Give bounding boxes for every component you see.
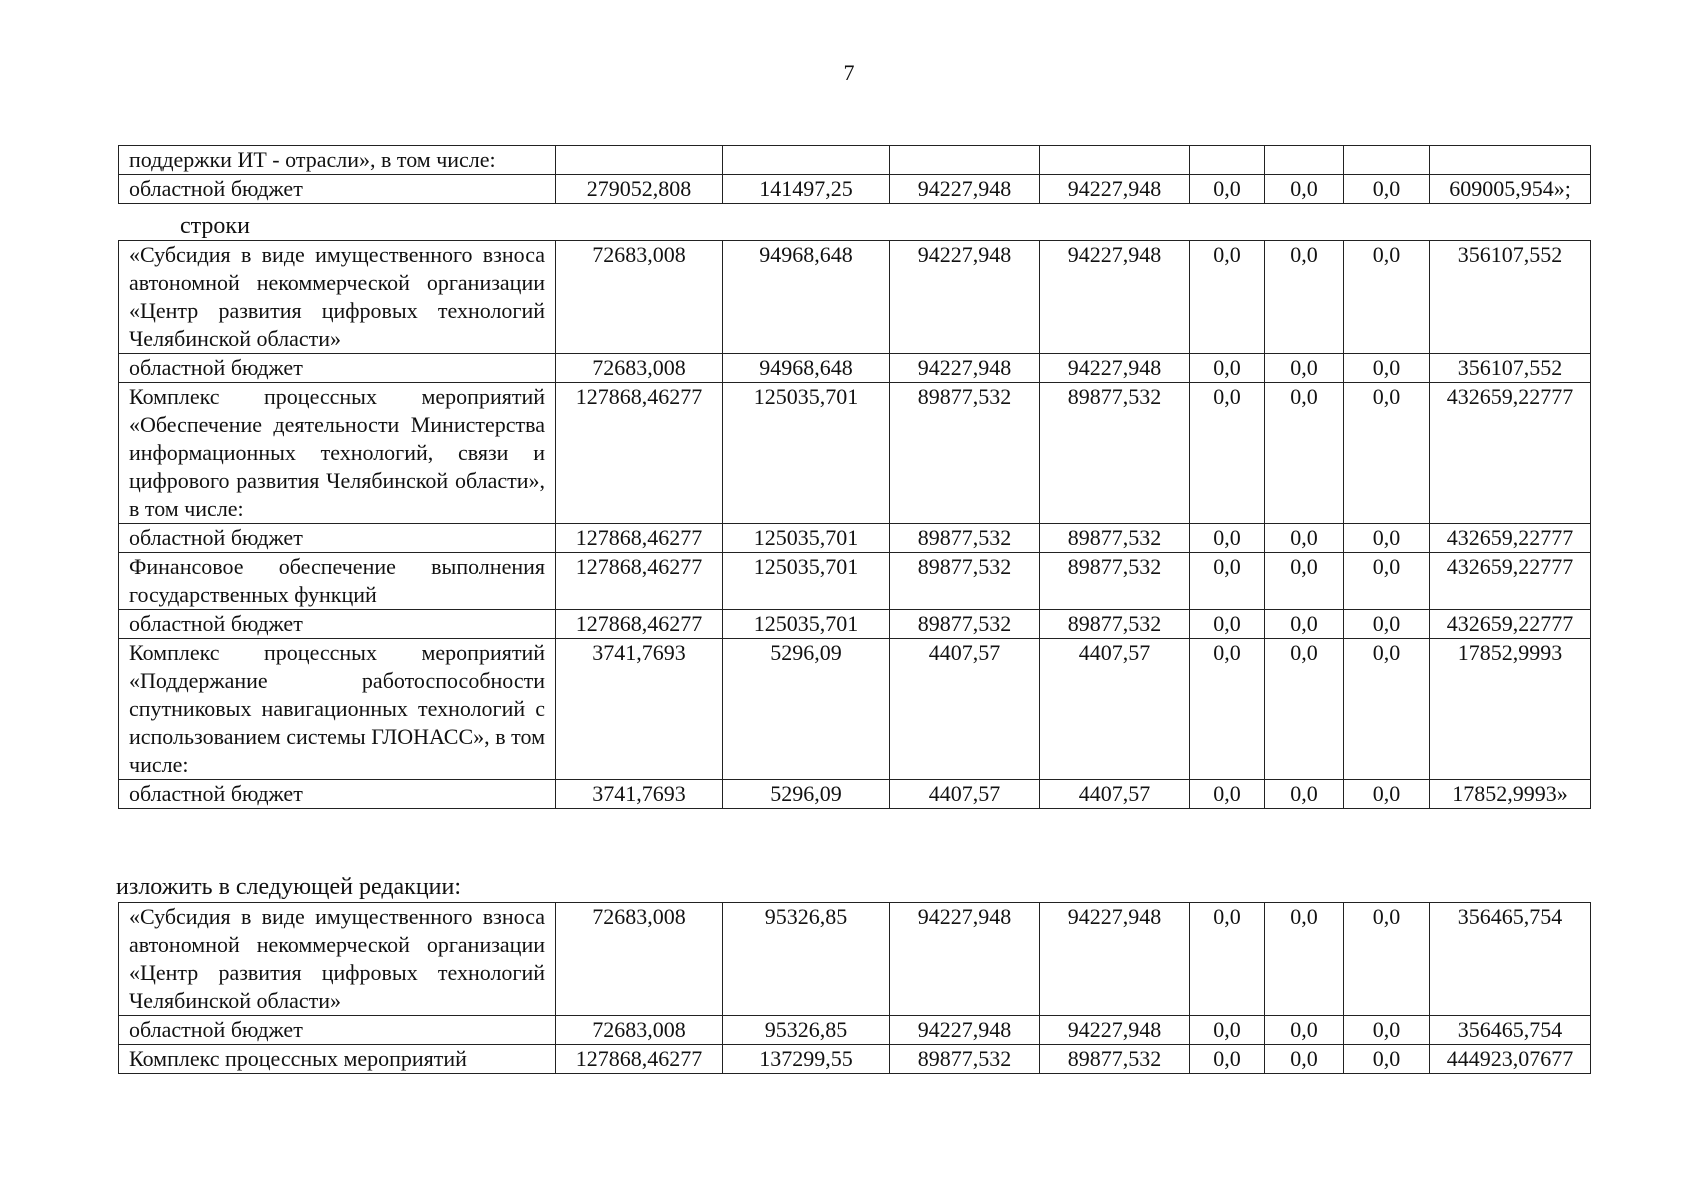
value-cell — [723, 146, 890, 175]
value-cell: 127868,46277 — [556, 524, 723, 553]
value-cell: 125035,701 — [723, 553, 890, 610]
value-cell: 0,0 — [1190, 241, 1265, 354]
value-cell: 4407,57 — [1040, 639, 1190, 780]
value-cell: 127868,46277 — [556, 1045, 723, 1074]
value-cell: 3741,7693 — [556, 780, 723, 809]
value-cell: 4407,57 — [890, 639, 1040, 780]
value-cell: 0,0 — [1344, 780, 1430, 809]
value-cell: 94227,948 — [890, 241, 1040, 354]
value-cell — [1430, 146, 1591, 175]
value-cell: 127868,46277 — [556, 553, 723, 610]
value-cell: 0,0 — [1190, 175, 1265, 204]
value-cell: 0,0 — [1190, 1016, 1265, 1045]
value-cell: 89877,532 — [1040, 524, 1190, 553]
value-cell: 0,0 — [1344, 354, 1430, 383]
value-cell: 89877,532 — [1040, 553, 1190, 610]
value-cell: 356465,754 — [1430, 903, 1591, 1016]
value-cell: 95326,85 — [723, 903, 890, 1016]
value-cell: 0,0 — [1190, 553, 1265, 610]
value-cell: 0,0 — [1265, 383, 1344, 524]
value-cell: 94968,648 — [723, 241, 890, 354]
value-cell: 432659,22777 — [1430, 383, 1591, 524]
value-cell: 5296,09 — [723, 780, 890, 809]
value-cell: 0,0 — [1265, 553, 1344, 610]
table-row — [119, 383, 1591, 524]
table-row — [119, 610, 1591, 639]
value-cell: 72683,008 — [556, 354, 723, 383]
table-row — [119, 903, 1591, 1016]
value-cell: 0,0 — [1265, 639, 1344, 780]
value-cell: 72683,008 — [556, 1016, 723, 1045]
budget-table-top — [118, 145, 1591, 204]
value-cell: 356107,552 — [1430, 354, 1591, 383]
value-cell: 94227,948 — [890, 903, 1040, 1016]
table-row — [119, 241, 1591, 354]
value-cell: 94227,948 — [890, 354, 1040, 383]
value-cell: 0,0 — [1265, 610, 1344, 639]
value-cell: 89877,532 — [890, 553, 1040, 610]
value-cell: 0,0 — [1344, 524, 1430, 553]
value-cell: 125035,701 — [723, 610, 890, 639]
value-cell: 89877,532 — [890, 383, 1040, 524]
row-label: Комплекс процессных мероприятий — [119, 1045, 556, 1074]
value-cell: 356107,552 — [1430, 241, 1591, 354]
value-cell: 432659,22777 — [1430, 524, 1591, 553]
value-cell — [1190, 146, 1265, 175]
budget-table-new — [118, 902, 1591, 1074]
value-cell: 94968,648 — [723, 354, 890, 383]
value-cell: 609005,954»; — [1430, 175, 1591, 204]
value-cell: 356465,754 — [1430, 1016, 1591, 1045]
value-cell: 444923,07677 — [1430, 1045, 1591, 1074]
value-cell — [890, 146, 1040, 175]
value-cell: 94227,948 — [1040, 1016, 1190, 1045]
row-label: областной бюджет — [119, 354, 556, 383]
value-cell: 127868,46277 — [556, 610, 723, 639]
table-row — [119, 146, 1591, 175]
row-label: областной бюджет — [119, 610, 556, 639]
row-label: «Субсидия в виде имущественного взноса автономной некоммерческой организации «Центр развития цифровых технологий Челябинской области» — [119, 903, 556, 1016]
row-label: поддержки ИТ - отрасли», в том числе: — [119, 146, 556, 175]
value-cell: 0,0 — [1190, 1045, 1265, 1074]
budget-table-current — [118, 240, 1591, 809]
value-cell: 0,0 — [1344, 241, 1430, 354]
value-cell: 89877,532 — [890, 1045, 1040, 1074]
value-cell: 94227,948 — [1040, 241, 1190, 354]
value-cell: 127868,46277 — [556, 383, 723, 524]
table-row — [119, 639, 1591, 780]
value-cell: 0,0 — [1265, 1016, 1344, 1045]
value-cell: 0,0 — [1265, 780, 1344, 809]
value-cell: 5296,09 — [723, 639, 890, 780]
value-cell: 72683,008 — [556, 903, 723, 1016]
value-cell: 0,0 — [1265, 354, 1344, 383]
value-cell: 89877,532 — [1040, 1045, 1190, 1074]
value-cell: 0,0 — [1265, 241, 1344, 354]
value-cell: 432659,22777 — [1430, 553, 1591, 610]
value-cell: 0,0 — [1344, 1045, 1430, 1074]
row-label: «Субсидия в виде имущественного взноса автономной некоммерческой организации «Центр развития цифровых технологий Челябинской области» — [119, 241, 556, 354]
row-label: областной бюджет — [119, 1016, 556, 1045]
table-row — [119, 780, 1591, 809]
value-cell: 137299,55 — [723, 1045, 890, 1074]
value-cell: 4407,57 — [890, 780, 1040, 809]
value-cell: 94227,948 — [1040, 175, 1190, 204]
table-row — [119, 524, 1591, 553]
value-cell: 0,0 — [1344, 639, 1430, 780]
value-cell: 0,0 — [1265, 175, 1344, 204]
value-cell — [556, 146, 723, 175]
row-label: Комплекс процессных мероприятий «Поддержание работоспособности спутниковых навигационных технологий с использованием системы ГЛОНАСС», в том числе: — [119, 639, 556, 780]
table-row — [119, 175, 1591, 204]
value-cell — [1040, 146, 1190, 175]
value-cell: 17852,9993 — [1430, 639, 1591, 780]
value-cell: 95326,85 — [723, 1016, 890, 1045]
value-cell: 0,0 — [1190, 524, 1265, 553]
row-label: областной бюджет — [119, 524, 556, 553]
value-cell: 0,0 — [1190, 903, 1265, 1016]
value-cell: 279052,808 — [556, 175, 723, 204]
value-cell: 0,0 — [1190, 780, 1265, 809]
value-cell: 0,0 — [1190, 383, 1265, 524]
row-label: областной бюджет — [119, 175, 556, 204]
value-cell: 3741,7693 — [556, 639, 723, 780]
value-cell: 89877,532 — [890, 524, 1040, 553]
value-cell: 94227,948 — [1040, 354, 1190, 383]
value-cell: 94227,948 — [1040, 903, 1190, 1016]
value-cell: 125035,701 — [723, 383, 890, 524]
row-label: Финансовое обеспечение выполнения государственных функций — [119, 553, 556, 610]
value-cell: 141497,25 — [723, 175, 890, 204]
value-cell: 72683,008 — [556, 241, 723, 354]
table-row — [119, 1016, 1591, 1045]
value-cell: 89877,532 — [1040, 610, 1190, 639]
page-number: 7 — [843, 60, 855, 85]
value-cell: 17852,9993» — [1430, 780, 1591, 809]
row-label: областной бюджет — [119, 780, 556, 809]
section-heading-new-edition: изложить в следующей редакции: — [116, 874, 462, 900]
value-cell: 0,0 — [1190, 354, 1265, 383]
value-cell: 89877,532 — [890, 610, 1040, 639]
table-row — [119, 1045, 1591, 1074]
value-cell: 94227,948 — [890, 1016, 1040, 1045]
value-cell: 0,0 — [1265, 524, 1344, 553]
value-cell: 0,0 — [1190, 639, 1265, 780]
value-cell: 0,0 — [1344, 610, 1430, 639]
row-label: Комплекс процессных мероприятий «Обеспечение деятельности Министерства информационных технологий, связи и цифрового развития Челябинской области», в том числе: — [119, 383, 556, 524]
value-cell: 0,0 — [1265, 1045, 1344, 1074]
value-cell: 0,0 — [1265, 903, 1344, 1016]
table-row — [119, 354, 1591, 383]
table-row — [119, 553, 1591, 610]
value-cell: 4407,57 — [1040, 780, 1190, 809]
value-cell: 0,0 — [1344, 903, 1430, 1016]
value-cell — [1344, 146, 1430, 175]
value-cell — [1265, 146, 1344, 175]
value-cell: 89877,532 — [1040, 383, 1190, 524]
value-cell: 0,0 — [1344, 553, 1430, 610]
value-cell: 94227,948 — [890, 175, 1040, 204]
value-cell: 0,0 — [1344, 175, 1430, 204]
value-cell: 432659,22777 — [1430, 610, 1591, 639]
value-cell: 0,0 — [1344, 383, 1430, 524]
value-cell: 125035,701 — [723, 524, 890, 553]
value-cell: 0,0 — [1190, 610, 1265, 639]
section-heading-lines: строки — [180, 213, 250, 239]
value-cell: 0,0 — [1344, 1016, 1430, 1045]
